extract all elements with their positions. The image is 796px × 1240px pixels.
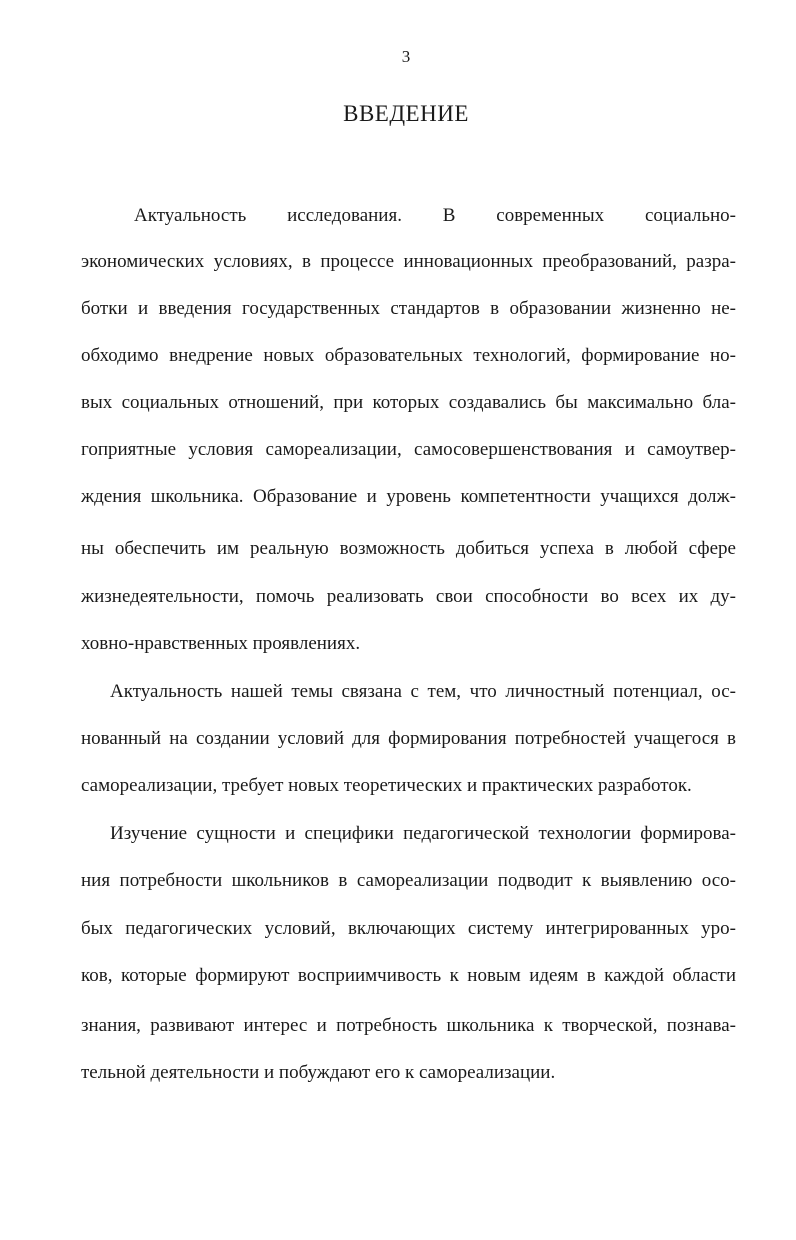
- page-number: 3: [401, 47, 411, 66]
- text-line: ботки и введения государственных стандартов в образовании жизненно не-: [81, 298, 736, 319]
- text-line: ков, которые формируют восприимчивость к новым идеям в каждой области: [81, 965, 736, 986]
- text-line: вых социальных отношений, при которых создавались бы максимально бла-: [81, 392, 736, 413]
- text-line: самореализации, требует новых теоретических и практических разработок.: [81, 775, 692, 796]
- text-line: бых педагогических условий, включающих систему интегрированных уро-: [81, 918, 736, 939]
- text-line: ны обеспечить им реальную возможность добиться успеха в любой сфере: [81, 538, 736, 559]
- text-line: Актуальность исследования. В современных социально-: [134, 205, 736, 226]
- text-line: Изучение сущности и специфики педагогической технологии формирова-: [110, 823, 736, 844]
- text-line: обходимо внедрение новых образовательных технологий, формирование но-: [81, 345, 736, 366]
- text-line: ждения школьника. Образование и уровень компетентности учащихся долж-: [81, 486, 736, 507]
- text-line: Актуальность нашей темы связана с тем, что личностный потенциал, ос-: [110, 681, 736, 702]
- text-line: знания, развивают интерес и потребность школьника к творческой, познава-: [81, 1015, 736, 1036]
- text-line: гоприятные условия самореализации, самосовершенствования и самоутвер-: [81, 439, 736, 460]
- text-line: жизнедеятельности, помочь реализовать свои способности во всех их ду-: [81, 586, 736, 607]
- text-line: ховно-нравственных проявлениях.: [81, 633, 361, 654]
- text-line: ния потребности школьников в самореализации подводит к выявлению осо-: [81, 870, 736, 891]
- text-line: нованный на создании условий для формирования потребностей учащегося в: [81, 728, 736, 749]
- text-line: экономических условиях, в процессе инновационных преобразований, разра-: [81, 251, 736, 272]
- page-title: ВВЕДЕНИЕ: [343, 101, 469, 126]
- text-line: тельной деятельности и побуждают его к самореализации.: [81, 1062, 556, 1083]
